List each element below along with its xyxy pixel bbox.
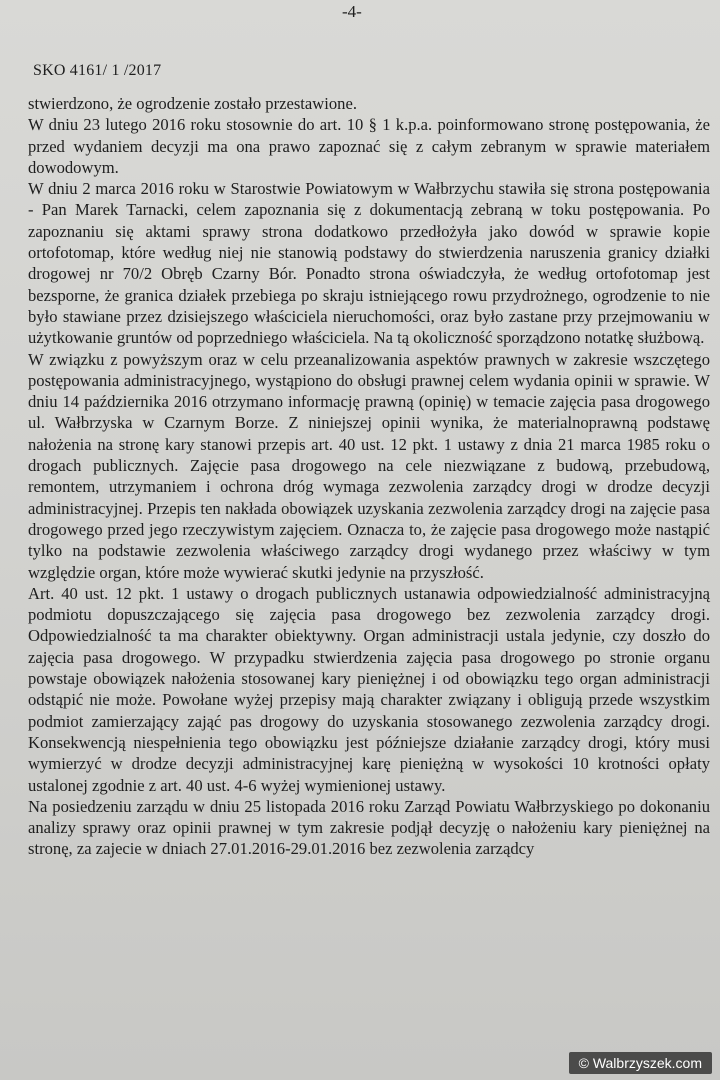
case-reference: SKO 4161/ 1 /2017	[33, 62, 162, 79]
paragraph-party-visit: W dniu 2 marca 2016 roku w Starostwie Powiatowym w Wałbrzychu stawiła się strona postępowania - Pan Marek Tarnacki, celem zapoznania się z dokumentacją zebraną w toku postępowania. Po zapoznaniu się aktami sprawy strona dodatkowo przedłożyła jako dowód w sprawie kopie ortofotomap, które według niej nie stanowią podstawy do stwierdzenia naruszenia granicy działki drogowej nr 70/2 Obręb Czarny Bór. Ponadto strona oświadczyła, że według ortofotomap jest bezsporne, że granica działek przebiega po skraju istniejącego rowu przydrożnego, ogrodzenie to nie było stawiane przez dzisiejszego właściciela nieruchomości, oraz było zastane przy przejmowaniu w użytkowanie gruntów od poprzedniego właściciela. Na tą okoliczność sporządzono notatkę służbową.	[28, 179, 710, 348]
paragraph-liability: Art. 40 ust. 12 pkt. 1 ustawy o drogach publicznych ustanawia odpowiedzialność administracyjną podmiotu dopuszczającego się zajęcia pasa drogowego bez zezwolenia zarządcy drogi. Odpowiedzialność ta ma charakter obiektywny. Organ administracji ustala jedynie, czy doszło do zajęcia pasa drogowego. W przypadku stwierdzenia zajęcia pasa drogowego po stronie organu powstaje obowiązek nałożenia stosowanej kary pieniężnej i od obowiązku tego organ administracji odstąpić nie może. Powołane wyżej przepisy mają charakter związany i obligują przede wszystkim podmiot zamierzający zająć pas drogowy do uzyskania stosowanego zezwolenia zarządcy drogi. Konsekwencją niespełnienia tego obowiązku jest późniejsze działanie zarządcy drogi, który musi wymierzyć w drodze decyzji administracyjnej karę pieniężną w wysokości 10 krotności opłaty ustalonej zgodnie z art. 40 ust. 4-6 wyżej wymienionej ustawy.	[28, 583, 710, 795]
paragraph-notification: W dniu 23 lutego 2016 roku stosownie do art. 10 § 1 k.p.a. poinformowano stronę postępowania, że przed wydaniem decyzji ma ona prawo zapoznać się z całym zebranym w sprawie materiałem dowodowym.	[28, 115, 710, 177]
paragraph-legal-opinion: W związku z powyższym oraz w celu przeanalizowania aspektów prawnych w zakresie wszczętego postępowania administracyjnego, wystąpiono do obsługi prawnej celem wydania opinii w sprawie. W dniu 14 października 2016 otrzymano informację prawną (opinię) w temacie zajęcia pasa drogowego ul. Wałbrzyska w Czarnym Borze. Z niniejszej opinii wynika, że materialnoprawną podstawę nałożenia na stronę kary stanowi przepis art. 40 ust. 12 pkt. 1 ustawy z dnia 21 marca 1985 roku o drogach publicznych. Zajęcie pasa drogowego na cele niezwiązane z budową, przebudową, remontem, utrzymaniem i ochrona dróg wymaga zezwolenia zarządcy drogi w drodze decyzji administracyjnej. Przepis ten nakłada obowiązek uzyskania zezwolenia zarządcy drogi na zajęcie pasa drogowego przed jego rzeczywistym zajęciem. Oznacza to, że zajęcie pasa drogowego może nastąpić tylko na podstawie zezwolenia właściwego zarządcy drogi wydanego przez właściwy w tym względzie organ, które może wywierać skutki jedynie na przyszłość.	[28, 349, 710, 582]
paragraph-intro: stwierdzono, że ogrodzenie zostało przestawione.	[28, 94, 357, 113]
watermark-logo: © Walbrzyszek.com	[569, 1052, 712, 1074]
paragraph-board-decision: Na posiedzeniu zarządu w dniu 25 listopada 2016 roku Zarząd Powiatu Wałbrzyskiego po dokonaniu analizy sprawy oraz opinii prawnej w tym zakresie podjął decyzję o nałożeniu kary pieniężnej na stronę, za zajecie w dniach 27.01.2016-29.01.2016 bez zezwolenia zarządcy	[28, 796, 710, 859]
page-number: -4-	[342, 2, 362, 21]
document-body	[28, 93, 710, 860]
